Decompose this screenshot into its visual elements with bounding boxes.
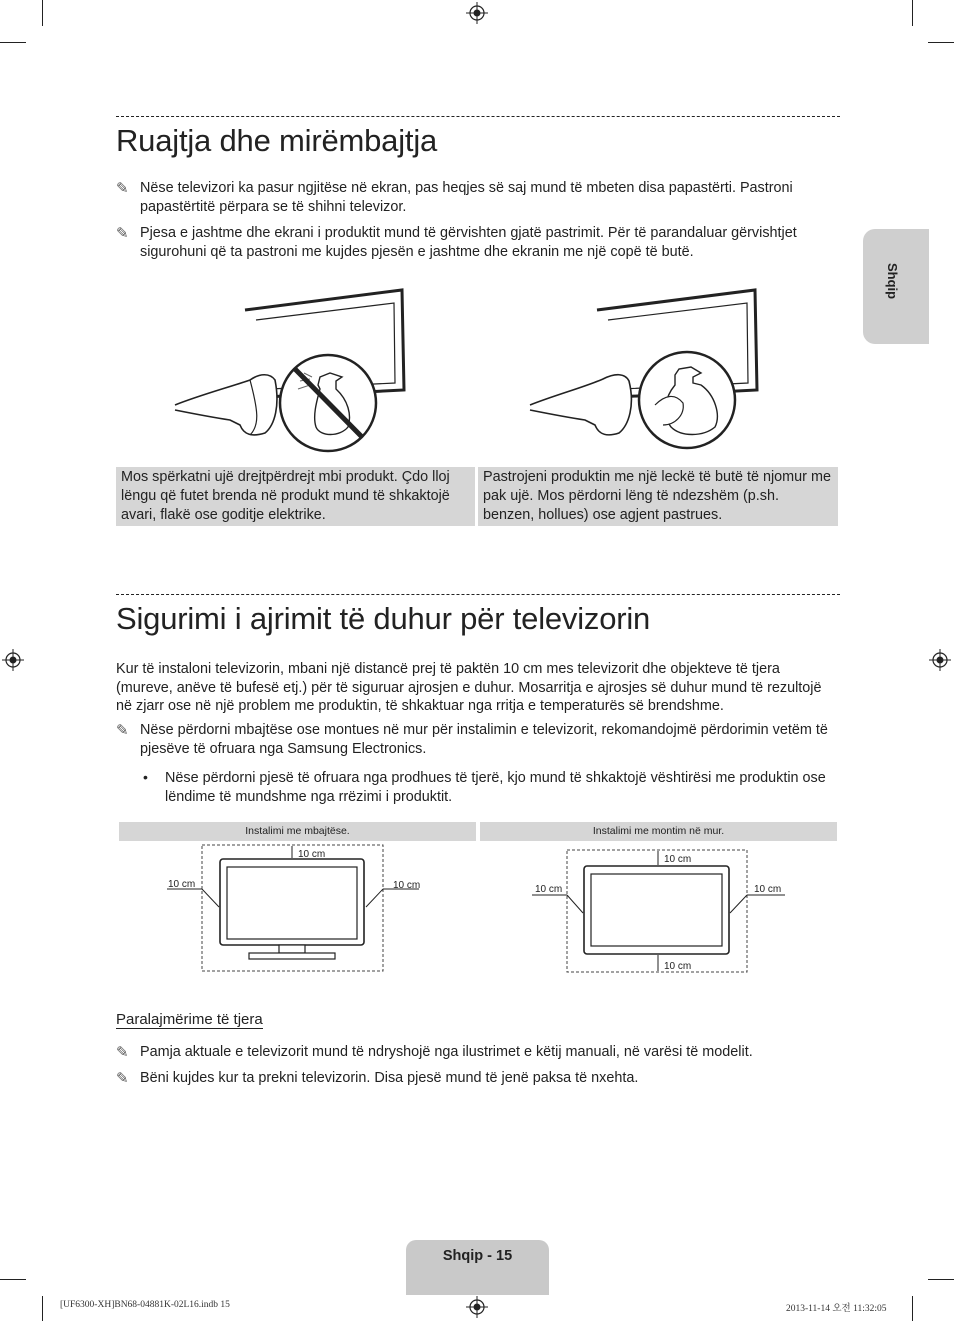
registration-mark-icon [2, 649, 24, 671]
note-pencil-icon: ✎ [116, 180, 129, 197]
note-pencil-icon: ✎ [116, 1044, 129, 1061]
registration-mark-icon [929, 649, 951, 671]
note-pencil-icon: ✎ [116, 722, 129, 739]
diagram-title-stand: Instalimi me mbajtëse. [119, 822, 476, 841]
note-pencil-icon: ✎ [116, 1070, 129, 1087]
crop-mark [0, 42, 26, 43]
caption-wipe-cloth: Pastrojeni produktin me një leckë të butë të njomur me pak ujë. Mos përdorni lëng të ndezshëm (p.sh. benzen, hollues) ose agjent pastrues. [478, 467, 838, 526]
distance-label: 10 cm [535, 884, 563, 895]
distance-label: 10 cm [664, 961, 692, 972]
side-tab-label: Shqip [885, 263, 900, 300]
distance-label: 10 cm [664, 854, 692, 865]
diagram-title-wall-mount: Instalimi me montim në mur. [480, 822, 837, 841]
no-spray-illustration [170, 285, 410, 455]
note-text: Pjesa e jashtme dhe ekrani i produktit mund të gërvishten gjatë pastrimit. Për të parandaluar gërvishtjet sigurohuni që ta pastroni me kujdes pjesën e jashtme dhe ekranin me një copë të butë. [140, 225, 797, 260]
crop-mark [42, 0, 43, 26]
page-number: Shqip - 15 [442, 1248, 513, 1264]
section-divider [116, 116, 840, 117]
note-text: Nëse përdorni mbajtëse ose montues në mur për instalimin e televizorit, rekomandojmë përdorimin vetëm të pjesëve të ofruara nga Samsung Electronics. [140, 722, 828, 757]
registration-mark-icon [466, 1296, 488, 1318]
bullet-icon: • [143, 769, 148, 785]
crop-mark [928, 42, 954, 43]
distance-label: 10 cm [754, 884, 782, 895]
distance-label: 10 cm [393, 880, 421, 891]
crop-mark [912, 0, 913, 26]
wall-mount-installation-diagram [480, 843, 837, 975]
note-text: Pamja aktuale e televizorit mund të ndryshojë nga ilustrimet e këtij manuali, në varësi të modelit. [140, 1044, 753, 1060]
section-title-maintenance: Ruajtja dhe mirëmbajtja [116, 123, 438, 158]
ventilation-intro: Kur të instaloni televizorin, mbani një distancë prej të paktën 10 cm mes televizorit dhe objekteve të tjera (mureve, anëve të bufesë etj.) për të siguruar ajrosjen e duhur. Mosarritja e ajrosjes së duhur mund të rezultojë në zjarr ose në një problem me produktin, të shkaktuar nga rritja e temperaturës së brendshme. [116, 661, 822, 714]
bullet-text: Nëse përdorni pjesë të ofruara nga prodhues të tjerë, kjo mund të shkaktojë vështirësi me produktin ose lëndime të mundshme nga rrëzimi i produktit. [165, 770, 826, 805]
crop-mark [928, 1279, 954, 1280]
wipe-cloth-illustration [525, 285, 765, 455]
crop-mark [42, 1296, 43, 1321]
caption-no-spray: Mos spërkatni ujë drejtpërdrejt mbi produkt. Çdo lloj lëngu që futet brenda në produkt mund të shkaktojë avari, flakë ose goditje elektrike. [116, 467, 475, 526]
section-divider [116, 594, 840, 595]
distance-label: 10 cm [168, 879, 196, 890]
print-date-info: 2013-11-14 오전 11:32:05 [786, 1304, 887, 1314]
note-text: Bëni kujdes kur ta prekni televizorin. Disa pjesë mund të jenë paksa të nxehta. [140, 1070, 639, 1086]
crop-mark [912, 1296, 913, 1321]
page-number-tab [406, 1240, 549, 1295]
stand-installation-diagram [119, 843, 476, 975]
language-side-tab [863, 229, 929, 344]
section-title-ventilation: Sigurimi i ajrimit të duhur për televizorin [116, 601, 651, 636]
registration-mark-icon [466, 2, 488, 24]
note-pencil-icon: ✎ [116, 225, 129, 242]
crop-mark [0, 1279, 26, 1280]
print-file-info: [UF6300-XH]BN68-04881K-02L16.indb 15 [60, 1300, 230, 1310]
distance-label: 10 cm [298, 849, 326, 860]
subsection-title-warnings: Paralajmërime të tjera [116, 1011, 263, 1028]
note-text: Nëse televizori ka pasur ngjitëse në ekran, pas heqjes së saj mund të mbeten disa papastërti. Pastroni papastërtitë përpara se të shihni televizor. [140, 180, 793, 215]
